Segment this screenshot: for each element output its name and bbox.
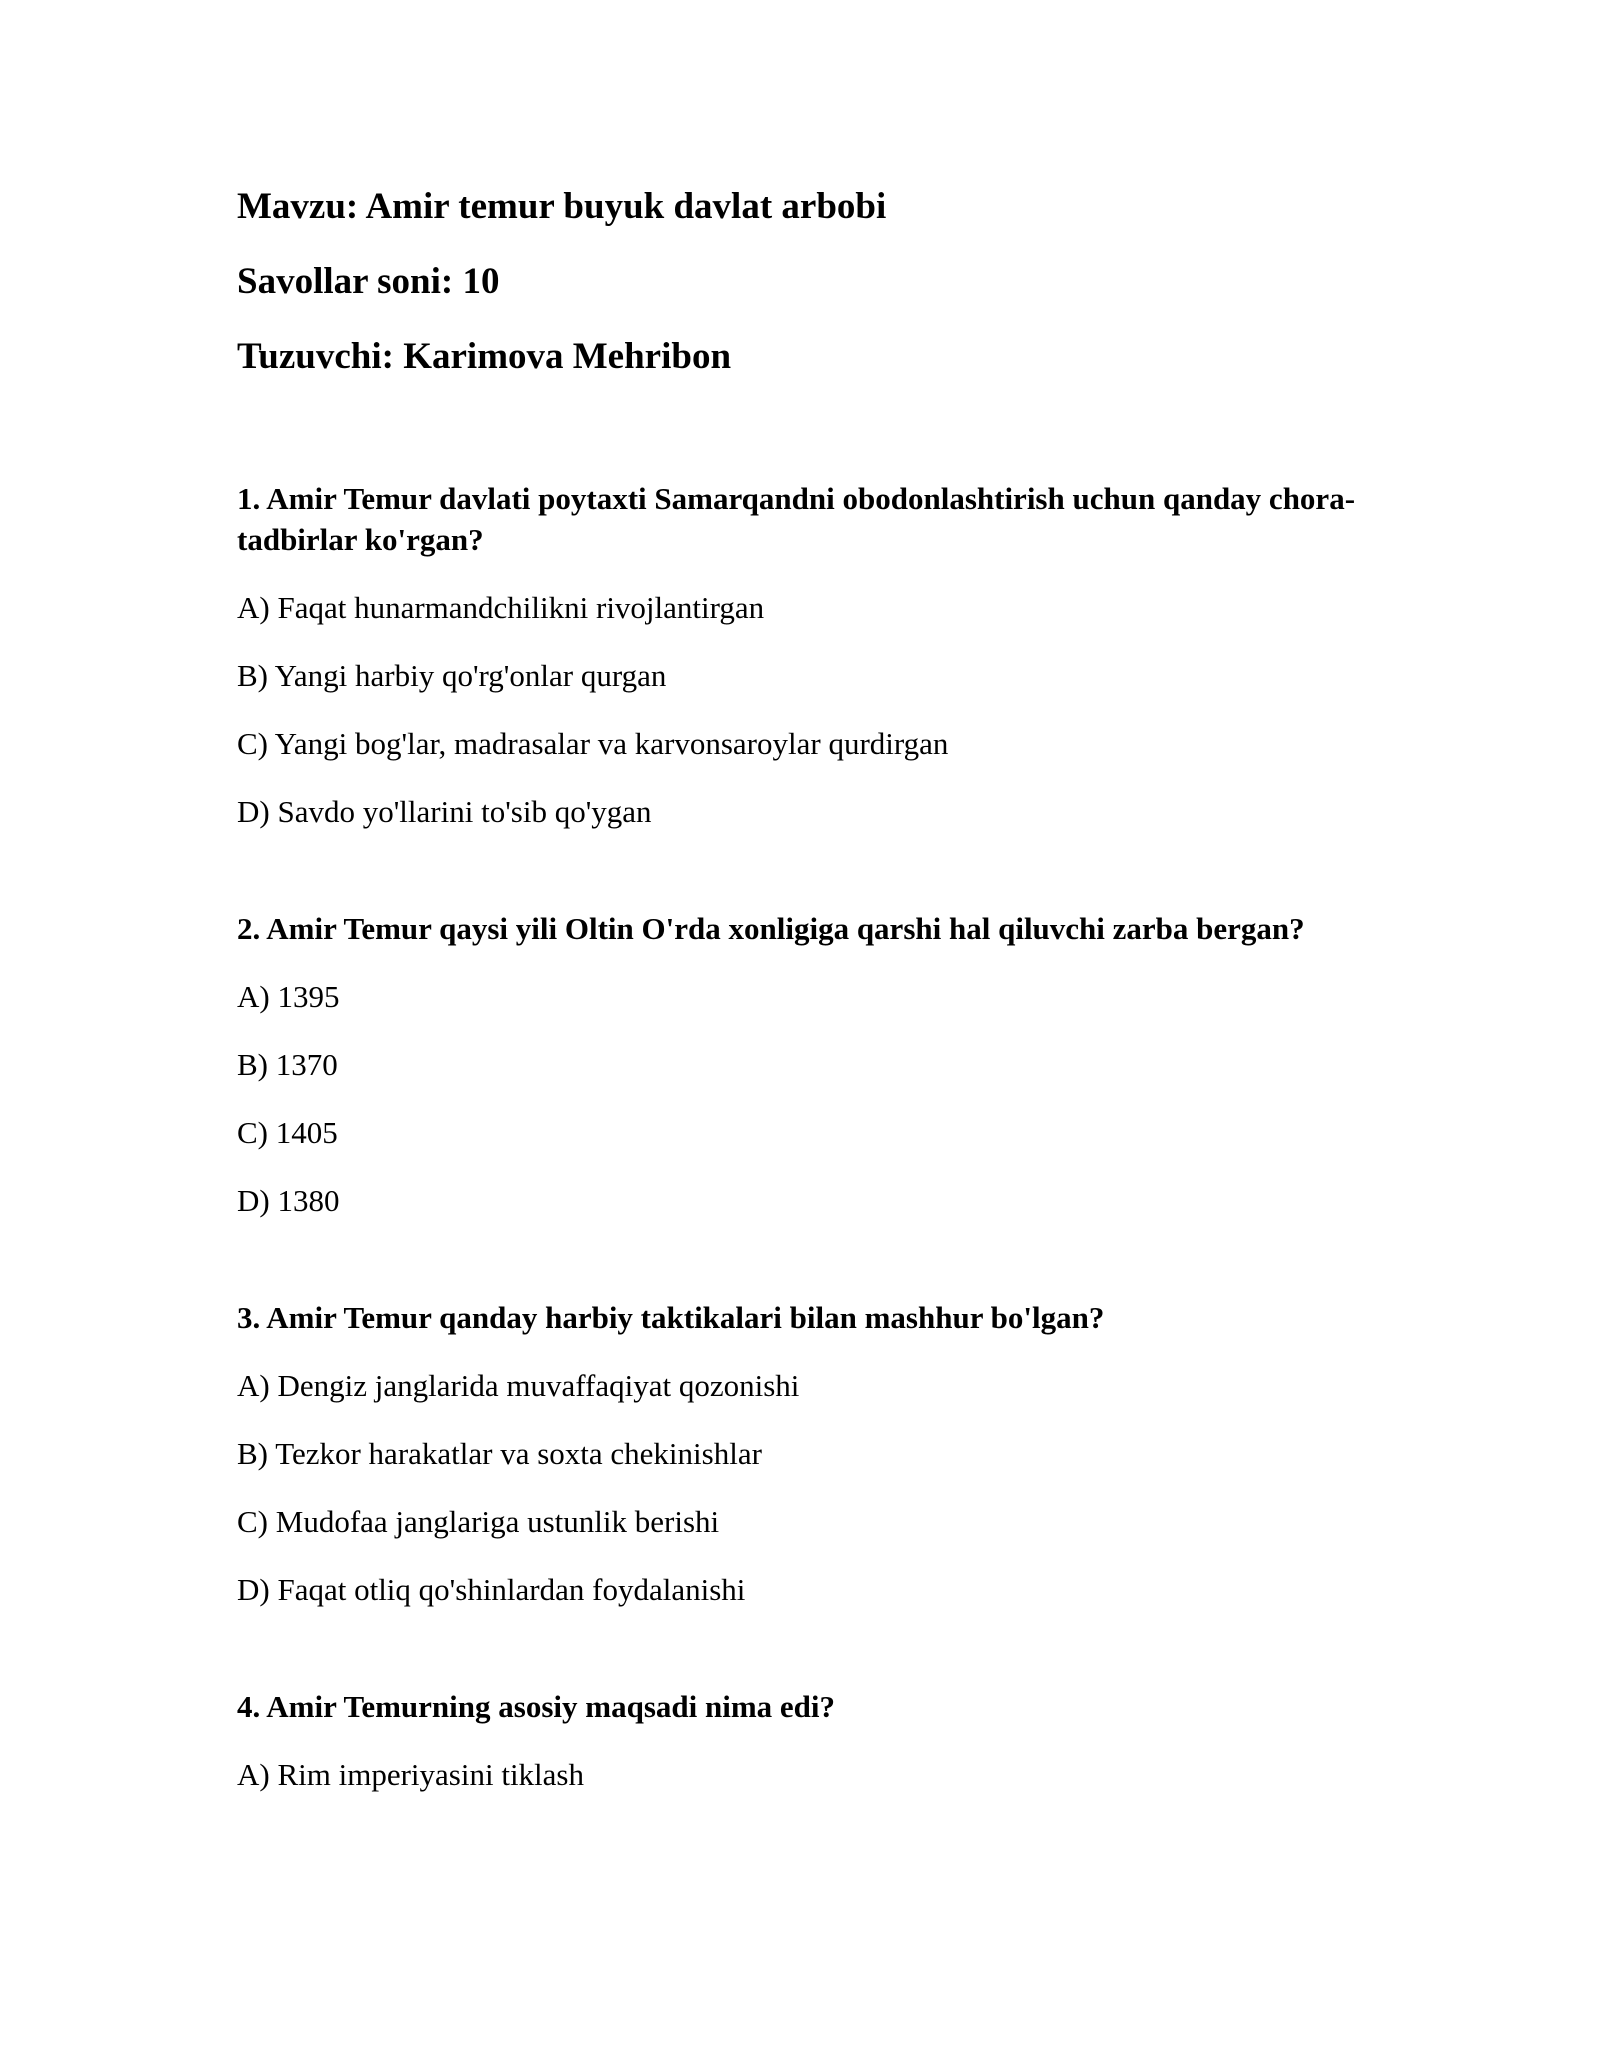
question-text: 4. Amir Temurning asosiy maqsadi nima edi?: [237, 1689, 836, 1724]
document-header: [237, 182, 1397, 407]
question-3: [237, 1297, 1397, 1610]
question-text: 3. Amir Temur qanday harbiy taktikalari bilan mashhur bo'lgan?: [237, 1300, 1105, 1335]
answer-option-c: C) Yangi bog'lar, madrasalar va karvonsaroylar qurdirgan: [237, 726, 949, 761]
answer-option-d: D) Savdo yo'llarini to'sib qo'ygan: [237, 794, 652, 829]
question-1: [237, 478, 1397, 832]
answer-option-d: D) 1380: [237, 1183, 340, 1218]
question-2: [237, 908, 1397, 1221]
answer-option-a: A) 1395: [237, 979, 340, 1014]
answer-option-c: C) Mudofaa janglariga ustunlik berishi: [237, 1504, 720, 1539]
answer-option-b: B) 1370: [237, 1047, 338, 1082]
answer-option-c: C) 1405: [237, 1115, 338, 1150]
question-list: [237, 478, 1397, 1871]
answer-option-a: A) Rim imperiyasini tiklash: [237, 1757, 584, 1792]
answer-option-b: B) Yangi harbiy qo'rg'onlar qurgan: [237, 658, 667, 693]
topic-heading: Mavzu: Amir temur buyuk davlat arbobi: [237, 186, 887, 227]
answer-option-a: A) Dengiz janglarida muvaffaqiyat qozonishi: [237, 1368, 800, 1403]
question-count-heading: Savollar soni: 10: [237, 261, 500, 302]
answer-option-b: B) Tezkor harakatlar va soxta chekinishlar: [237, 1436, 762, 1471]
question-text: 1. Amir Temur davlati poytaxti Samarqandni obodonlashtirish uchun qanday chora-tadbirlar ko'rgan?: [237, 481, 1356, 557]
answer-option-d: D) Faqat otliq qo'shinlardan foydalanishi: [237, 1572, 746, 1607]
author-heading: Tuzuvchi: Karimova Mehribon: [237, 336, 732, 377]
question-text: 2. Amir Temur qaysi yili Oltin O'rda xonligiga qarshi hal qiluvchi zarba bergan?: [237, 911, 1305, 946]
question-4: [237, 1686, 1397, 1795]
answer-option-a: A) Faqat hunarmandchilikni rivojlantirgan: [237, 590, 765, 625]
